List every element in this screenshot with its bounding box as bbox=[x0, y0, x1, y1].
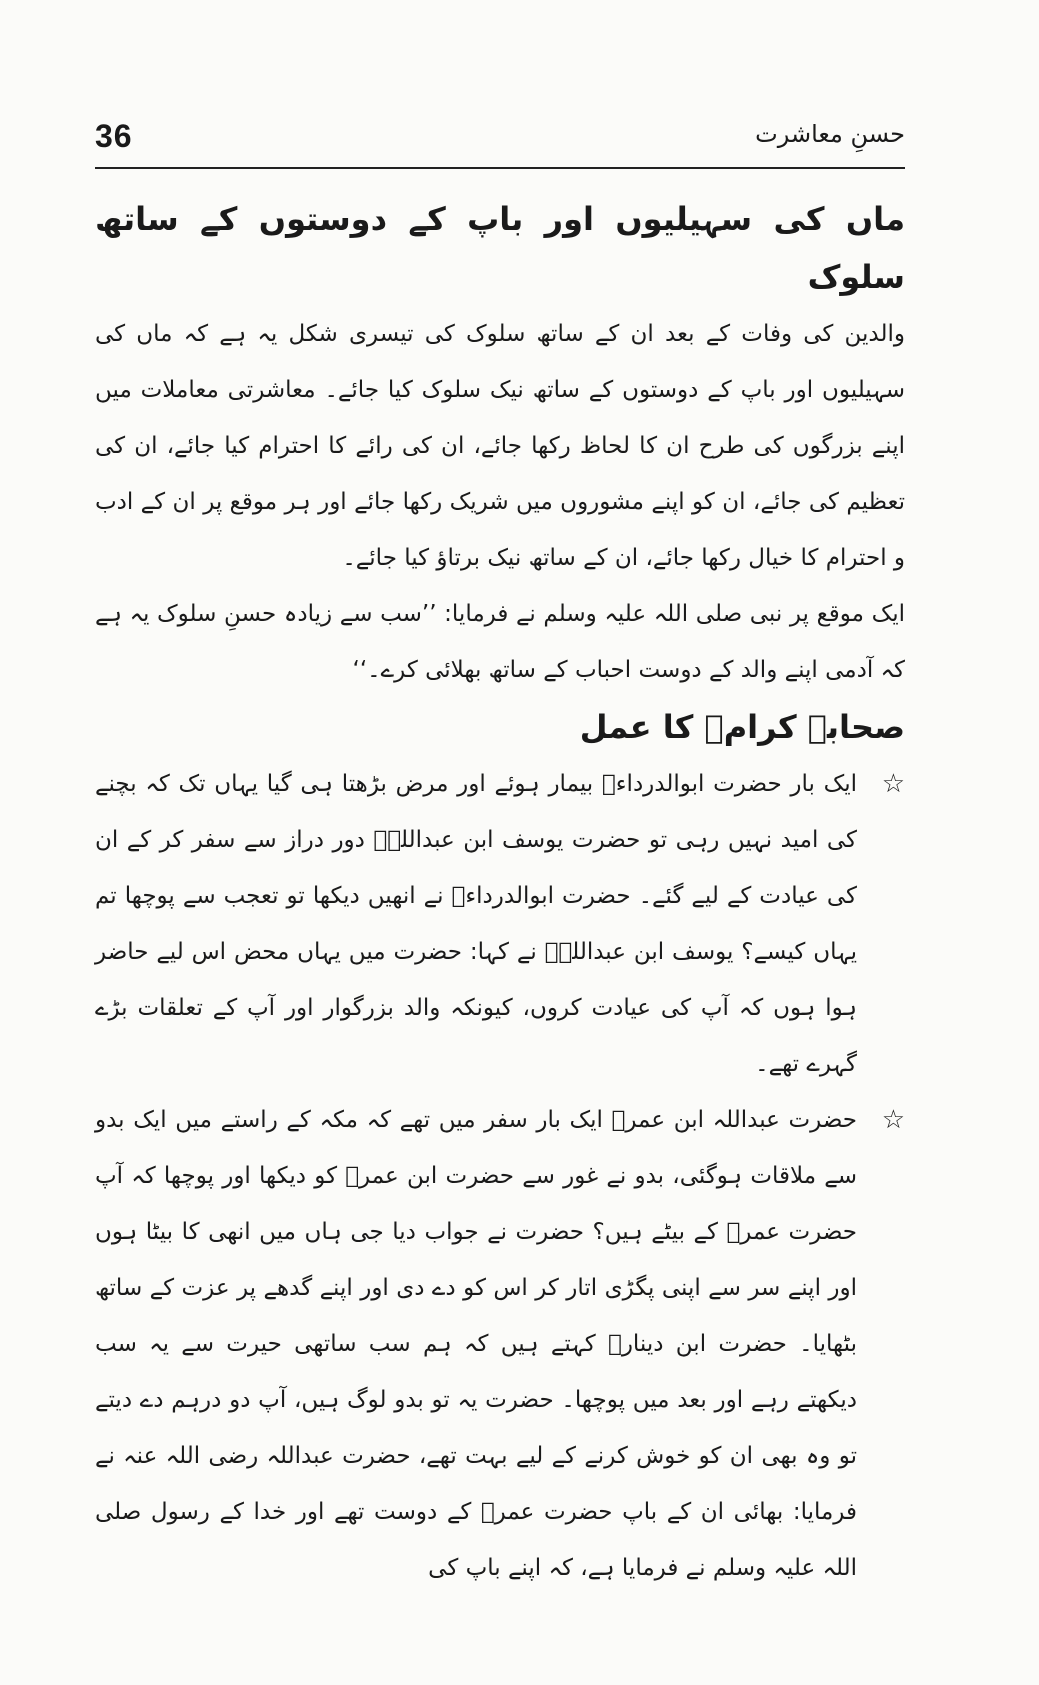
page-header bbox=[95, 118, 905, 166]
star-icon: ☆ bbox=[881, 1105, 905, 1135]
paragraph-abu-darda: ایک بار حضرت ابوالدرداءؓ بیمار ہوئے اور مرض بڑھتا ہی گیا یہاں تک کہ بچنے کی امید نہیں رہی تو حضرت یوسف ابن عبداللہؓ دور دراز سے سفر کر کے ان کی عیادت کے لیے گئے۔ حضرت ابوالدرداءؓ نے انھیں دیکھا تو تعجب سے پوچھا تم یہاں کیسے؟ یوسف ابن عبداللہؓ نے کہا: حضرت میں یہاں محض اس لیے حاضر ہوا ہوں کہ آپ کی عیادت کروں، کیونکہ والد بزرگوار اور آپ کے تعلقات بڑے گہرے تھے۔ bbox=[95, 771, 857, 1077]
page-number: 36 bbox=[95, 118, 133, 154]
list-item-ibn-umar bbox=[95, 1092, 905, 1596]
page-content bbox=[95, 190, 905, 1596]
paragraph-ibn-umar: حضرت عبداللہ ابن عمرؓ ایک بار سفر میں تھے کہ مکہ کے راستے میں ایک بدو سے ملاقات ہوگئی، بدو نے غور سے حضرت ابن عمرؓ کو دیکھا اور پوچھا کہ آپ حضرت عمرؓ کے بیٹے ہیں؟ حضرت نے جواب دیا جی ہاں میں انھی کا بیٹا ہوں اور اپنے سر سے اپنی پگڑی اتار کر اس کو دے دی اور اپنے گدھے پر عزت کے ساتھ بٹھایا۔ حضرت ابن دینارؒ کہتے ہیں کہ ہم سب ساتھی حیرت سے یہ سب دیکھتے رہے اور بعد میں پوچھا۔ حضرت یہ تو بدو لوگ ہیں، آپ دو درہم دے دیتے تو وہ بھی ان کو خوش کرنے کے لیے بہت تھے، حضرت عبداللہ رضی اللہ عنہ نے فرمایا: بھائی ان کے باپ حضرت عمرؓ کے دوست تھے اور خدا کے رسول صلی اللہ علیہ وسلم نے فرمایا ہے، کہ اپنے باپ کی bbox=[95, 1107, 857, 1581]
list-item-abu-darda bbox=[95, 756, 905, 1092]
section-heading-companions: صحابہ کرامؓ کا عمل bbox=[579, 708, 905, 746]
paragraph-parents-friends: والدین کی وفات کے بعد ان کے ساتھ سلوک کی تیسری شکل یہ ہے کہ ماں کی سہیلیوں اور باپ کے دوستوں کے ساتھ نیک سلوک کیا جائے۔ معاشرتی معاملات میں اپنے بزرگوں کی طرح ان کا لحاظ رکھا جائے، ان کی رائے کا احترام کیا جائے، ان کی تعظیم کی جائے، ان کو اپنے مشوروں میں شریک رکھا جائے اور ہر موقع پر ان کے ادب و احترام کا خیال رکھا جائے، ان کے ساتھ نیک برتاؤ کیا جائے۔ bbox=[95, 321, 905, 571]
section-heading-friends: ماں کی سہیلیوں اور باپ کے دوستوں کے ساتھ سلوک bbox=[95, 200, 905, 296]
running-title: حسنِ معاشرت bbox=[755, 120, 905, 148]
star-icon: ☆ bbox=[881, 769, 905, 799]
header-divider bbox=[95, 167, 905, 169]
paragraph-hadith: ایک موقع پر نبی صلی اللہ علیہ وسلم نے فرمایا: ’’سب سے زیادہ حسنِ سلوک یہ ہے کہ آدمی اپنے والد کے دوست احباب کے ساتھ بھلائی کرے۔‘‘ bbox=[95, 601, 905, 683]
